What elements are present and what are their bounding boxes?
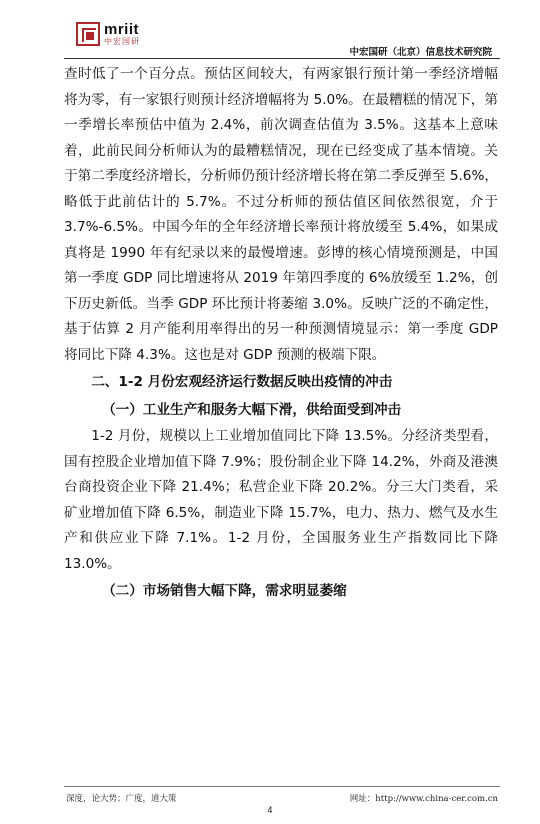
header-title: 中宏国研（北京）信息技术研究院: [349, 47, 492, 58]
section-heading-2: 二、1-2 月份宏观经济运行数据反映出疫情的冲击: [91, 374, 393, 390]
page-header: [0, 0, 540, 64]
logo-mark-icon: [76, 22, 100, 46]
logo-en: mriit: [104, 21, 140, 38]
paragraph-forecast: 查时低了一个百分点。预估区间较大，有两家银行预计第一季经济增幅将为零，有一家银行则预计经济增幅将为 5.0%。在最糟糕的情况下，第一季增长率预估中值为 2.4%，前次调查估值为 3.5%。这基本上意味着，此前民间分析师认为的最糟糕情况，现在已经变成了基本情境。关于第二季度经济增长，分析师仍预计经济增长将在第二季反弹至 5.6%，略低于此前估计的 5.7%。不过分析师的预估值区间依然很宽，介于 3.7%-6.5%。中国今年的全年经济增长率预计将放缓至 5.4%，如果成真将是 1990 年有纪录以来的最慢增速。彭博的核心情境预测是，中国第一季度 GDP 同比增速将从 2019 年第四季度的 6%放缓至 1.2%，创下历史新低。当季 GDP 环比预计将萎缩 3.0%。反映广泛的不确定性，基于估算 2 月产能利用率得出的另一种预测情境显示：第一季度 GDP 将同比下降 4.3%。这也是对 GDP 预测的极端下限。: [64, 66, 498, 363]
logo: [76, 22, 140, 46]
page-number: 4: [267, 806, 273, 816]
logo-text: [104, 22, 140, 46]
subsection-heading-1: （一）工业生产和服务大幅下滑，供给面受到冲击: [102, 402, 402, 418]
paragraph-industry: 1-2 月份，规模以上工业增加值同比下降 13.5%。分经济类型看，国有控股企业增加值下降 7.9%；股份制企业下降 14.2%，外商及港澳台商投资企业下降 21.4%；私营企业下降 20.2%。分三大门类看，采矿业增加值下降 6.5%，制造业下降 15.7%，电力、热力、燃气及水生产和供应业下降 7.1%。1-2 月份，全国服务业生产指数同比下降 13.0%。: [64, 428, 498, 572]
header-divider: [64, 58, 500, 59]
document-body: [64, 62, 498, 605]
subsection-heading-2: （二）市场销售大幅下降，需求明显萎缩: [102, 583, 347, 599]
footer-divider: [64, 786, 500, 787]
footer-website: 网址：http://www.china-cer.com.cn: [349, 794, 498, 804]
logo-cn: 中宏国研: [104, 37, 140, 46]
footer-slogan: 深度，论大势；广度，道大策: [66, 794, 177, 804]
